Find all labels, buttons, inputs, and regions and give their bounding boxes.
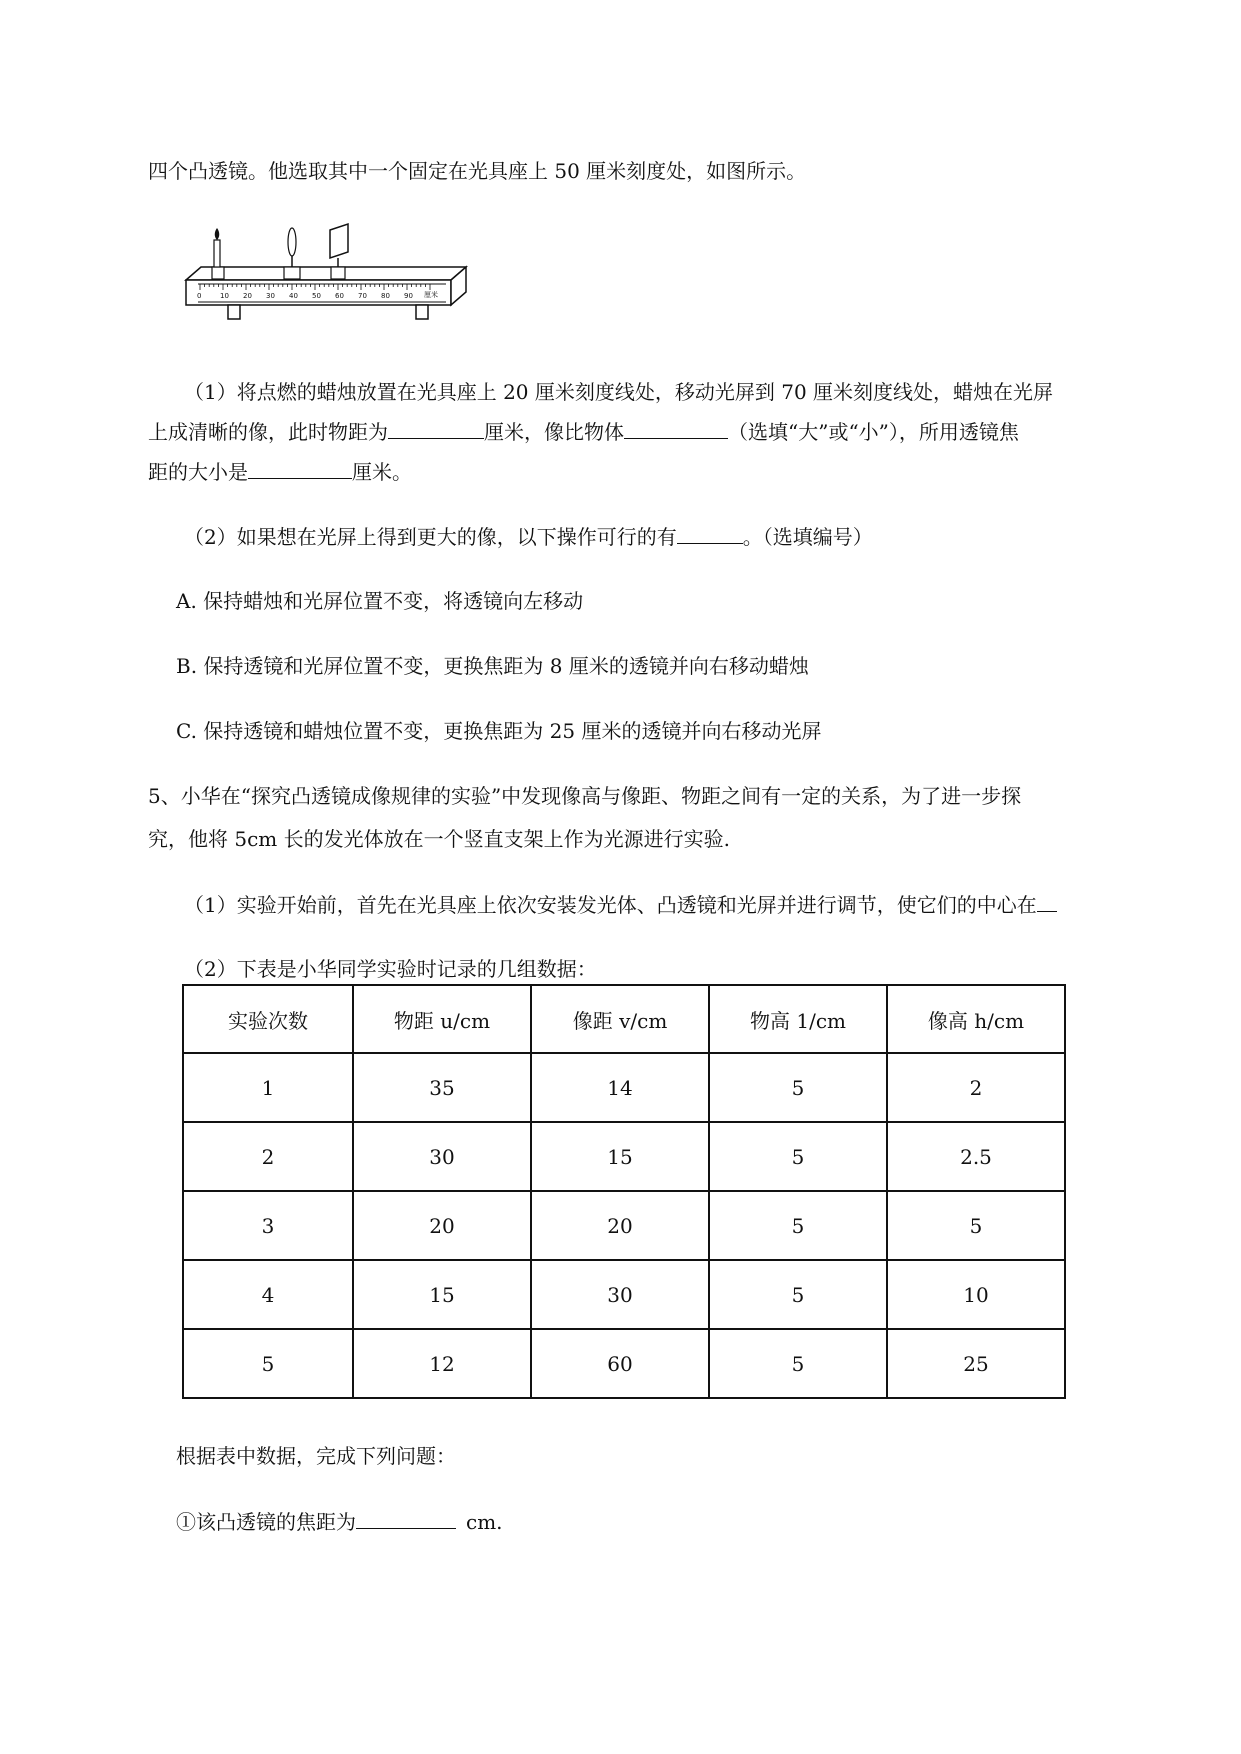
table-cell: 30 (353, 1122, 531, 1191)
table-cell: 15 (531, 1122, 709, 1191)
light-screen (330, 224, 348, 258)
q4-part1-line1: （1）将点燃的蜡烛放置在光具座上 20 厘米刻度线处，移动光屏到 70 厘米刻度线处，蜡烛在光屏 (184, 380, 1054, 404)
q4-part1-line2: 上成清晰的像，此时物距为 厘米，像比物体 （选填“大”或“小”），所用透镜焦 (148, 416, 1019, 447)
ruler-tick-label: 0 (197, 292, 202, 300)
table-cell: 12 (353, 1329, 531, 1398)
table-cell: 5 (709, 1122, 887, 1191)
table-cell: 2 (887, 1053, 1065, 1122)
table-cell: 2.5 (887, 1122, 1065, 1191)
q4-part1-line3: 距的大小是 厘米。 (148, 456, 412, 487)
q5-part2: （2）下表是小华同学实验时记录的几组数据： (184, 957, 597, 981)
ruler-unit-label: 厘米 (424, 291, 438, 299)
table-cell: 20 (353, 1191, 531, 1260)
table-cell: 5 (709, 1191, 887, 1260)
answer-blank-focal-length[interactable] (248, 456, 352, 479)
table-cell: 4 (183, 1260, 353, 1329)
experiment-data-table (182, 984, 1066, 1399)
table-cell: 5 (709, 1260, 887, 1329)
q5-stem-line2: 究，他将 5cm 长的发光体放在一个竖直支架上作为光源进行实验. (148, 827, 730, 851)
q5-part1: （1）实验开始前，首先在光具座上依次安装发光体、凸透镜和光屏并进行调节，使它们的中心在 (184, 889, 1152, 920)
q5-stem-line1: 5、小华在“探究凸透镜成像规律的实验”中发现像高与像距、物距之间有一定的关系，为了进一步探 (148, 784, 1022, 808)
table-cell: 60 (531, 1329, 709, 1398)
candle-flame (215, 228, 220, 240)
q4-option-c: C. 保持透镜和蜡烛位置不变，更换焦距为 25 厘米的透镜并向右移动光屏 (176, 719, 822, 743)
q5-focal-question: ①该凸透镜的焦距为 cm. (176, 1506, 503, 1537)
ruler-tick-label: 80 (381, 292, 390, 300)
answer-blank-focal[interactable] (356, 1506, 456, 1529)
table-cell: 1 (183, 1053, 353, 1122)
answer-blank-object-distance[interactable] (388, 416, 484, 439)
table-cell: 5 (709, 1329, 887, 1398)
ruler-tick-label: 70 (358, 292, 367, 300)
ruler-tick-label: 50 (312, 292, 321, 300)
table-cell: 25 (887, 1329, 1065, 1398)
table-cell: 2 (183, 1122, 353, 1191)
table-cell: 5 (709, 1053, 887, 1122)
ruler-tick-label: 90 (404, 292, 413, 300)
table-header-cell: 实验次数 (183, 985, 353, 1053)
ruler-tick-label: 20 (243, 292, 252, 300)
ruler-tick-label: 30 (266, 292, 275, 300)
table-cell: 35 (353, 1053, 531, 1122)
table-cell: 15 (353, 1260, 531, 1329)
table-row (183, 1260, 1065, 1329)
answer-blank-image-size[interactable] (624, 416, 728, 439)
table-row (183, 1122, 1065, 1191)
candle-holder (212, 267, 224, 279)
table-header-row (183, 985, 1065, 1053)
table-cell: 5 (887, 1191, 1065, 1260)
table-cell: 30 (531, 1260, 709, 1329)
q4-option-b: B. 保持透镜和光屏位置不变，更换焦距为 8 厘米的透镜并向右移动蜡烛 (176, 654, 809, 678)
q4-option-a: A. 保持蜡烛和光屏位置不变，将透镜向左移动 (176, 589, 584, 613)
table-header-cell: 像距 v/cm (531, 985, 709, 1053)
q4-part2: （2）如果想在光屏上得到更大的像，以下操作可行的有 。（选填编号） (184, 521, 873, 552)
table-row (183, 1053, 1065, 1122)
answer-blank-options[interactable] (677, 521, 743, 544)
candle (214, 240, 220, 267)
q5-after-table: 根据表中数据，完成下列问题： (176, 1444, 456, 1468)
table-header-cell: 物距 u/cm (353, 985, 531, 1053)
table-cell: 10 (887, 1260, 1065, 1329)
table-cell: 14 (531, 1053, 709, 1122)
intro-text: 四个凸透镜。他选取其中一个固定在光具座上 50 厘米刻度处，如图所示。 (148, 159, 807, 183)
table-cell: 5 (183, 1329, 353, 1398)
optical-bench-figure (176, 222, 476, 342)
table-header-cell: 像高 h/cm (887, 985, 1065, 1053)
table-cell: 3 (183, 1191, 353, 1260)
table-row (183, 1191, 1065, 1260)
ruler-tick-label: 10 (220, 292, 229, 300)
table-header-cell: 物高 1/cm (709, 985, 887, 1053)
convex-lens (288, 228, 296, 256)
table-cell: 20 (531, 1191, 709, 1260)
table-row (183, 1329, 1065, 1398)
ruler-tick-label: 60 (335, 292, 344, 300)
answer-blank-center-alignment[interactable] (1037, 889, 1057, 912)
ruler-tick-label: 40 (289, 292, 298, 300)
